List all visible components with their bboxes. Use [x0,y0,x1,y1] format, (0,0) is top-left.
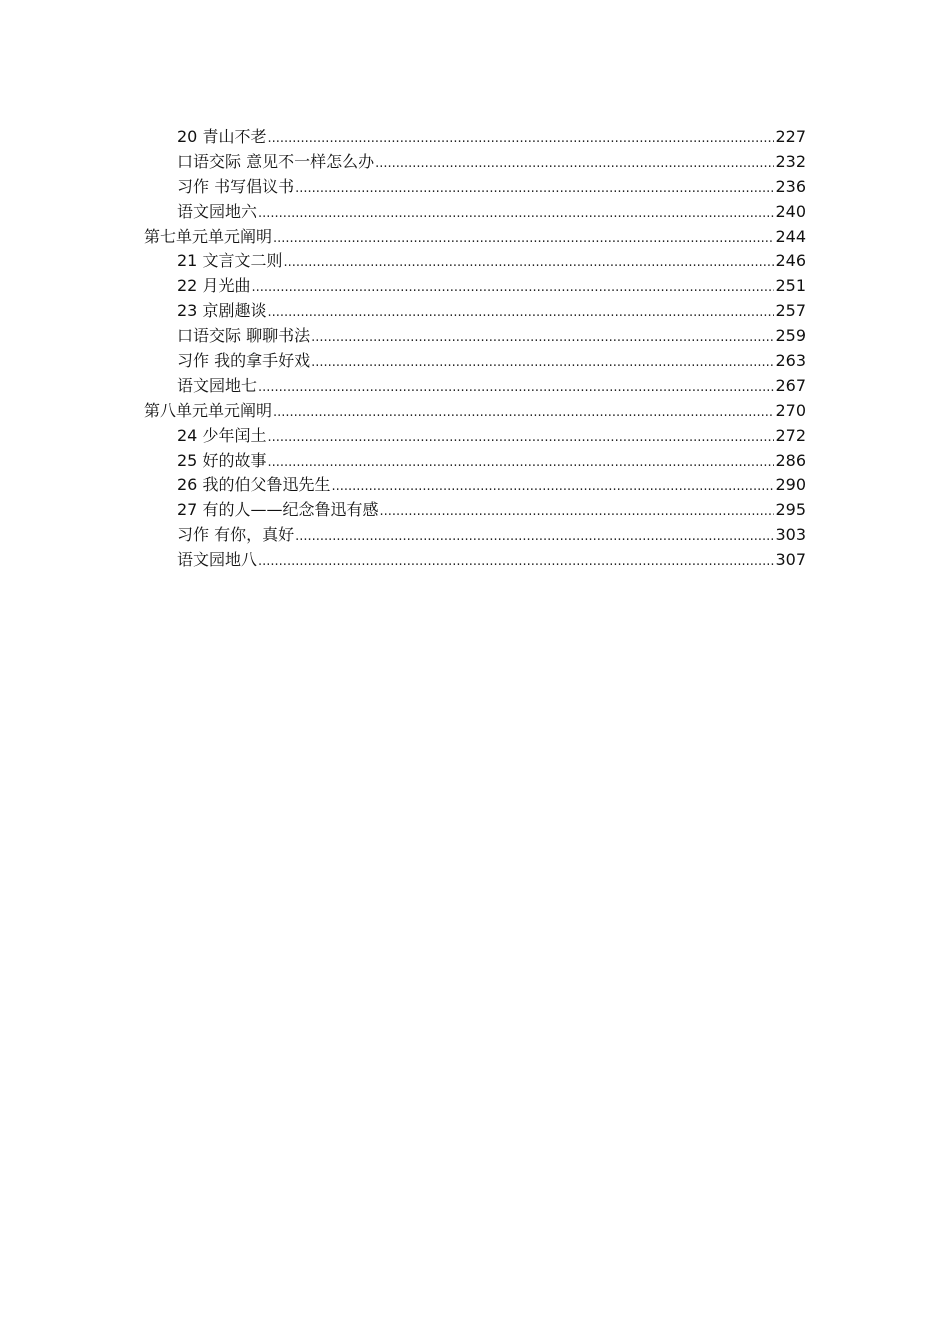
toc-entry[interactable] [144,523,806,548]
toc-entry-page-number: 257 [775,301,806,321]
toc-dot-leader [331,473,774,500]
toc-entry-page-number: 251 [775,276,806,296]
toc-entry[interactable] [144,548,806,573]
toc-entry-page-number: 303 [775,525,806,545]
toc-dot-leader [267,299,774,326]
toc-entry-page-number: 295 [775,500,806,520]
toc-dot-leader [295,523,774,550]
toc-entry-title: 口语交际 聊聊书法 [177,326,311,346]
toc-entry[interactable] [144,498,806,523]
toc-entry-title: 24 少年闰土 [177,425,267,445]
toc-entry-page-number: 307 [775,550,806,570]
toc-entry-title: 习作 有你，真好 [177,525,295,545]
toc-entry-page-number: 270 [775,400,806,420]
toc-entry-title: 习作 书写倡议书 [177,176,295,196]
toc-entry-title: 口语交际 意见不一样怎么办 [177,151,375,171]
toc-entry-page-number: 240 [775,201,806,221]
toc-entry-title: 第七单元单元阐明 [144,226,273,246]
toc-entry[interactable] [144,200,806,225]
toc-dot-leader [251,274,774,301]
toc-dot-leader [258,374,774,401]
toc-entry-title: 22 月光曲 [177,276,251,296]
toc-dot-leader [375,150,774,177]
toc-entry-page-number: 246 [775,251,806,271]
toc-entry-page-number: 244 [775,226,806,246]
toc-dot-leader [283,249,774,276]
toc-entry-title: 25 好的故事 [177,450,267,470]
toc-dot-leader [258,548,774,575]
toc-entry-title: 20 青山不老 [177,127,267,146]
toc-entry[interactable] [144,249,806,274]
toc-entry[interactable] [144,374,806,399]
toc-entry[interactable] [144,175,806,200]
toc-dot-leader [267,449,774,476]
toc-dot-leader [258,200,774,227]
toc-entry-title: 26 我的伯父鲁迅先生 [177,475,331,495]
toc-dot-leader [311,349,774,376]
toc-dot-leader [273,399,774,426]
toc-entry-page-number: 272 [775,425,806,445]
toc-entry[interactable] [144,324,806,349]
toc-dot-leader [267,125,774,152]
toc-entry-page-number: 290 [775,475,806,495]
toc-entry-title: 23 京剧趣谈 [177,301,267,321]
toc-entry-page-number: 286 [775,450,806,470]
toc-entry-title: 语文园地八 [177,550,258,570]
toc-entry-page-number: 267 [775,375,806,395]
toc-dot-leader [267,424,774,451]
toc-entry-page-number: 236 [775,176,806,196]
toc-entry-title: 27 有的人——纪念鲁迅有感 [177,500,379,520]
toc-entry[interactable] [144,274,806,299]
toc-entry[interactable] [144,225,806,250]
toc-entry[interactable] [144,399,806,424]
toc-entry[interactable] [144,150,806,175]
toc-entry-title: 语文园地六 [177,201,258,221]
toc-entry-title: 21 文言文二则 [177,251,283,271]
toc-entry-page-number: 232 [775,151,806,171]
toc-entry[interactable] [144,424,806,449]
toc-entry[interactable] [144,299,806,324]
table-of-contents [144,125,806,573]
toc-entry[interactable] [144,449,806,474]
toc-entry-title: 习作 我的拿手好戏 [177,351,311,371]
toc-entry-page-number: 227 [775,127,806,146]
toc-entry-page-number: 263 [775,351,806,371]
toc-entry[interactable] [144,125,806,150]
toc-dot-leader [295,175,774,202]
toc-entry[interactable] [144,349,806,374]
toc-entry[interactable] [144,473,806,498]
toc-entry-page-number: 259 [775,326,806,346]
toc-dot-leader [311,324,774,351]
toc-dot-leader [379,498,774,525]
toc-dot-leader [273,225,774,252]
toc-entry-title: 语文园地七 [177,375,258,395]
toc-entry-title: 第八单元单元阐明 [144,400,273,420]
